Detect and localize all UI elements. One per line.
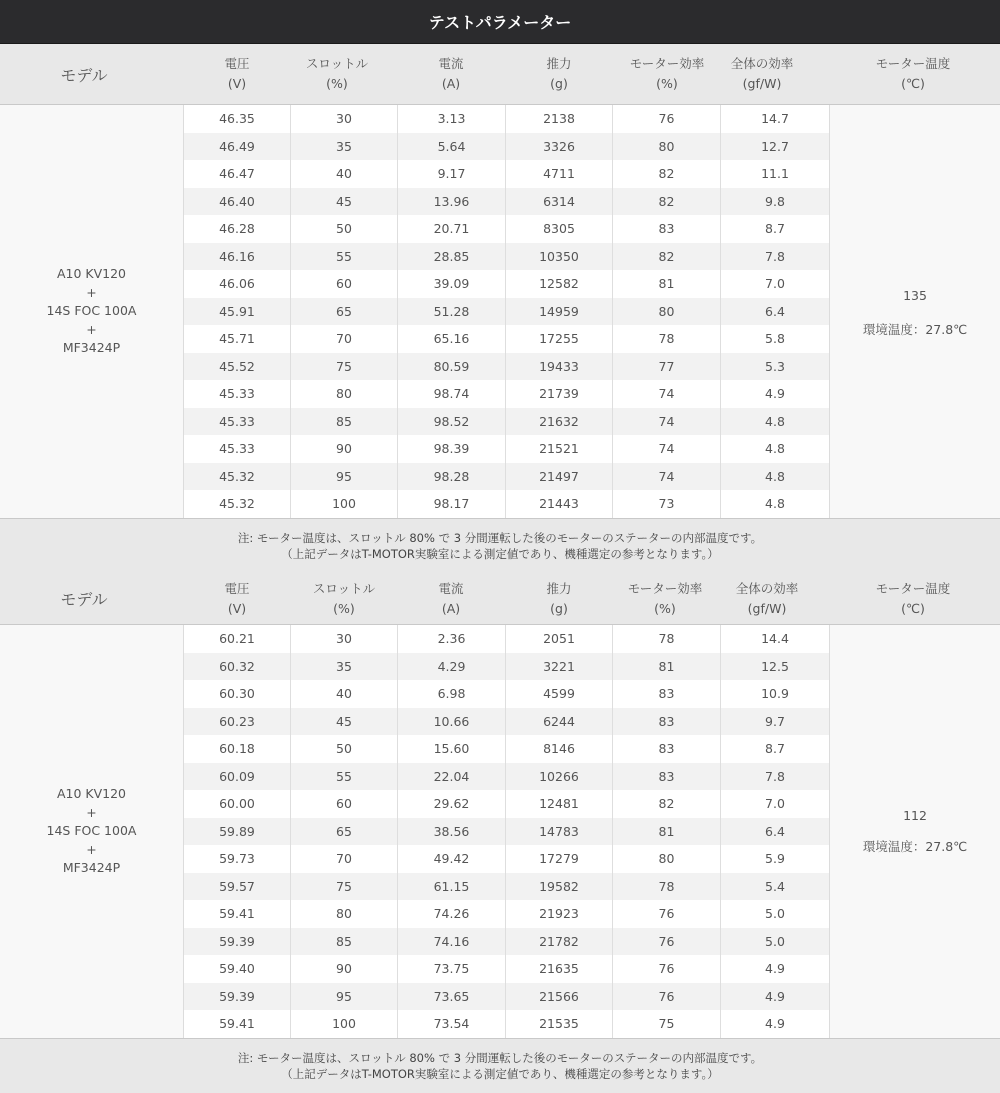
table-cell: 83 [613,763,721,791]
table-cell: 8146 [506,735,613,763]
header-column-label: 電流 [438,580,464,596]
model-line: A10 KV120 [56,786,127,801]
table-cell: 4.8 [765,496,785,512]
table-cell: 4.8 [765,468,785,484]
table-cell: 4711 [506,160,613,188]
table-cell: 45 [291,188,398,216]
table-note [0,518,1000,573]
table-cell: 19433 [506,353,613,381]
table-cell: 9.8 [765,193,785,209]
header-column-unit: (A) [441,76,461,91]
header-column [289,573,399,624]
table-cell: 82 [613,790,721,818]
header-column [396,44,506,104]
table-row [184,983,829,1011]
table-cell: 7.8 [765,248,785,264]
table-cell: 6.4 [765,823,785,839]
table-cell: 35 [291,133,398,161]
table-cell: 49.42 [398,845,506,873]
header-column [504,573,614,624]
table-cell: 14959 [506,298,613,326]
table-row [184,105,829,133]
spec-table-2 [0,573,1000,1093]
table-cell: 39.09 [398,270,506,298]
model-line: 14S FOC 100A [46,303,137,318]
table-cell: 61.15 [398,873,506,901]
header-column [610,573,720,624]
table-cell: 76 [613,105,721,133]
table-cell: 85 [291,408,398,436]
table-cell: 46.47 [184,160,291,188]
table-header [0,573,1000,625]
table-row [184,818,829,846]
table-cell: 40 [291,680,398,708]
table-cell: 12.7 [761,138,789,154]
table-cell: 55 [291,763,398,791]
table-cell: 14.7 [761,111,789,127]
table-cell: 9.7 [765,713,785,729]
table-cell: 82 [613,188,721,216]
table-cell: 40 [291,160,398,188]
table-cell: 38.56 [398,818,506,846]
table-cell: 21443 [506,490,613,518]
table-cell: 60.18 [184,735,291,763]
model-line: 14S FOC 100A [46,823,137,838]
table-cell: 5.0 [765,933,785,949]
ambient-temp: 環境温度：27.8℃ [862,322,968,338]
note-line: 注: モーター温度は、スロットル 80% で 3 分間運転した後のモーターのステーターの内部温度です。 [237,1050,763,1065]
table-cell: 60.30 [184,680,291,708]
table-cell: 77 [613,353,721,381]
table-cell: 75 [613,1010,721,1038]
table-cell: 98.39 [398,435,506,463]
table-row [184,955,829,983]
header-column [182,44,292,104]
header-column [858,44,968,104]
model-cell [0,105,184,518]
table-row [184,270,829,298]
table-row [184,845,829,873]
header-column-label: 電圧 [224,56,250,71]
header-model-label: モデル [60,65,108,85]
table-cell: 80 [613,133,721,161]
table-cell: 12582 [506,270,613,298]
table-cell: 17255 [506,325,613,353]
table-cell: 98.28 [398,463,506,491]
table-row [184,490,829,518]
table-cell: 11.1 [761,166,789,182]
model-line: + [86,321,97,337]
table-cell: 74 [613,435,721,463]
table-row [184,133,829,161]
table-cell: 60 [291,790,398,818]
header-column-unit: (gf/W) [747,600,787,616]
table-row [184,708,829,736]
table-cell: 10266 [506,763,613,791]
header-column-unit: (%) [333,600,355,616]
table-cell: 19582 [506,873,613,901]
table-cell: 98.17 [398,490,506,518]
header-column [282,44,392,104]
table-cell: 76 [613,955,721,983]
table-cell: 74 [613,463,721,491]
table-cell: 4.8 [765,413,785,429]
table-cell: 3326 [506,133,613,161]
table-cell: 5.3 [765,358,785,374]
table-row [184,298,829,326]
table-row [184,763,829,791]
table-cell: 5.4 [765,878,785,894]
table-cell: 29.62 [398,790,506,818]
table-row [184,243,829,271]
table-cell: 59.41 [184,1010,291,1038]
header-column [612,44,722,104]
table-cell: 60.00 [184,790,291,818]
table-cell: 8.7 [765,221,785,237]
note-line: 注: モーター温度は、スロットル 80% で 3 分間運転した後のモーターのステーターの内部温度です。 [237,530,763,545]
header-column-label: 電圧 [224,580,250,596]
header-column [504,44,614,104]
table-cell: 8305 [506,215,613,243]
table-cell: 4.8 [765,441,785,457]
table-row [184,463,829,491]
table-cell: 45.33 [184,380,291,408]
table-cell: 74 [613,408,721,436]
table-cell: 80 [291,900,398,928]
table-cell: 4.9 [765,1016,785,1032]
table-cell: 65 [291,298,398,326]
table-cell: 7.0 [765,796,785,812]
table-row [184,160,829,188]
table-cell: 74 [613,380,721,408]
header-column-label: 全体の効率 [735,580,799,596]
table-cell: 45 [291,708,398,736]
table-cell: 81 [613,270,721,298]
table-row [184,928,829,956]
table-cell: 73.75 [398,955,506,983]
table-cell: 82 [613,160,721,188]
table-cell: 15.60 [398,735,506,763]
motor-temp-cell [829,105,1000,518]
table-cell: 8.7 [765,741,785,757]
table-cell: 21566 [506,983,613,1011]
table-cell: 59.39 [184,983,291,1011]
table-cell: 95 [291,463,398,491]
table-cell: 45.52 [184,353,291,381]
table-cell: 35 [291,653,398,681]
table-cell: 78 [613,625,721,653]
table-cell: 21521 [506,435,613,463]
table-cell: 90 [291,435,398,463]
table-cell: 21635 [506,955,613,983]
table-cell: 65 [291,818,398,846]
table-cell: 17279 [506,845,613,873]
table-cell: 45.91 [184,298,291,326]
table-cell: 4.9 [765,961,785,977]
table-row [184,325,829,353]
header-column [182,573,292,624]
table-cell: 28.85 [398,243,506,271]
table-cell: 30 [291,105,398,133]
table-cell: 2138 [506,105,613,133]
table-row [184,435,829,463]
table-cell: 60.21 [184,625,291,653]
table-cell: 90 [291,955,398,983]
model-line: MF3424P [62,860,121,875]
table-body [0,625,1000,1038]
table-cell: 59.39 [184,928,291,956]
header-column [712,573,822,624]
table-cell: 81 [613,653,721,681]
table-cell: 2.36 [398,625,506,653]
table-cell: 46.49 [184,133,291,161]
table-cell: 70 [291,845,398,873]
header-column [858,573,968,624]
table-cell: 21535 [506,1010,613,1038]
table-row [184,188,829,216]
table-cell: 73.65 [398,983,506,1011]
header-column-label: モーター効率 [629,56,705,71]
table-cell: 73.54 [398,1010,506,1038]
header-column-unit: (g) [550,600,568,616]
table-cell: 20.71 [398,215,506,243]
header-column-label: 推力 [546,56,572,71]
table-row [184,790,829,818]
table-row [184,653,829,681]
table-cell: 80 [291,380,398,408]
model-line: + [86,804,97,820]
table-cell: 46.06 [184,270,291,298]
table-cell: 80 [613,845,721,873]
table-cell: 60.23 [184,708,291,736]
table-cell: 80 [613,298,721,326]
table-cell: 7.8 [765,768,785,784]
table-cell: 14.4 [761,631,789,647]
table-cell: 65.16 [398,325,506,353]
table-cell: 5.0 [765,906,785,922]
header-column [396,573,506,624]
table-cell: 59.40 [184,955,291,983]
table-cell: 83 [613,215,721,243]
table-cell: 10350 [506,243,613,271]
table-cell: 73 [613,490,721,518]
table-cell: 12481 [506,790,613,818]
table-cell: 46.28 [184,215,291,243]
table-body [0,105,1000,518]
table-cell: 6.98 [398,680,506,708]
table-cell: 12.5 [761,658,789,674]
table-cell: 76 [613,928,721,956]
table-cell: 81 [613,818,721,846]
model-line: A10 KV120 [56,266,127,281]
table-cell: 98.52 [398,408,506,436]
header-column-label: モーター温度 [875,56,951,71]
table-row [184,353,829,381]
table-cell: 46.40 [184,188,291,216]
table-cell: 14783 [506,818,613,846]
table-cell: 2051 [506,625,613,653]
table-cell: 75 [291,873,398,901]
table-cell: 100 [291,490,398,518]
table-cell: 4.9 [765,988,785,1004]
table-cell: 5.8 [765,331,785,347]
model-line: + [86,284,97,300]
table-row [184,873,829,901]
table-cell: 10.9 [761,686,789,702]
table-cell: 76 [613,900,721,928]
table-cell: 100 [291,1010,398,1038]
model-cell [0,625,184,1038]
table-cell: 59.89 [184,818,291,846]
table-cell: 6244 [506,708,613,736]
header-column-label: 電流 [438,56,464,71]
table-cell: 10.66 [398,708,506,736]
motor-temp-value: 112 [903,808,927,824]
table-cell: 78 [613,873,721,901]
table-cell: 50 [291,215,398,243]
motor-temp-value: 135 [903,288,927,304]
table-cell: 9.17 [398,160,506,188]
table-cell: 85 [291,928,398,956]
header-column-label: スロットル [305,56,369,71]
header-column-unit: (%) [656,76,678,91]
table-cell: 74.26 [398,900,506,928]
header-column-unit: (℃) [901,600,925,616]
table-cell: 59.57 [184,873,291,901]
table-cell: 21739 [506,380,613,408]
table-cell: 4.9 [765,386,785,402]
table-cell: 80.59 [398,353,506,381]
table-cell: 46.35 [184,105,291,133]
note-line: （上記データはT-MOTOR実験室による測定値であり、機種選定の参考となります。） [281,1066,719,1081]
table-cell: 45.33 [184,408,291,436]
table-row [184,215,829,243]
table-row [184,735,829,763]
table-cell: 6.4 [765,303,785,319]
table-cell: 30 [291,625,398,653]
header-column-label: 全体の効率 [730,56,794,71]
table-header [0,44,1000,105]
header-column-label: スロットル [312,580,376,596]
header-column-unit: (V) [227,600,247,616]
table-cell: 21923 [506,900,613,928]
model-line: + [86,841,97,857]
table-row [184,625,829,653]
table-cell: 59.73 [184,845,291,873]
header-column-unit: (g) [550,76,568,91]
table-cell: 21632 [506,408,613,436]
table-cell: 5.9 [765,851,785,867]
table-cell: 5.64 [398,133,506,161]
table-cell: 82 [613,243,721,271]
table-cell: 45.71 [184,325,291,353]
ambient-temp: 環境温度：27.8℃ [862,839,968,855]
table-cell: 7.0 [765,276,785,292]
table-row [184,1010,829,1038]
table-cell: 74.16 [398,928,506,956]
table-cell: 55 [291,243,398,271]
table-cell: 22.04 [398,763,506,791]
model-line: MF3424P [62,340,121,355]
header-column-unit: (℃) [901,76,925,91]
page-title: テストパラメーター [0,0,1000,44]
table-cell: 4599 [506,680,613,708]
table-cell: 60.09 [184,763,291,791]
header-column-unit: (%) [326,76,348,91]
header-column-unit: (A) [441,600,461,616]
table-note [0,1038,1000,1093]
table-cell: 83 [613,680,721,708]
table-cell: 76 [613,983,721,1011]
table-cell: 83 [613,708,721,736]
table-cell: 45.32 [184,463,291,491]
table-cell: 50 [291,735,398,763]
note-line: （上記データはT-MOTOR実験室による測定値であり、機種選定の参考となります。） [281,546,719,561]
table-cell: 46.16 [184,243,291,271]
table-cell: 4.29 [398,653,506,681]
header-column-unit: (V) [227,76,247,91]
table-cell: 98.74 [398,380,506,408]
table-cell: 95 [291,983,398,1011]
table-row [184,900,829,928]
table-cell: 78 [613,325,721,353]
header-column-unit: (gf/W) [742,76,782,91]
table-cell: 83 [613,735,721,763]
spec-table-1 [0,44,1000,573]
table-cell: 70 [291,325,398,353]
motor-temp-cell [829,625,1000,1038]
table-cell: 59.41 [184,900,291,928]
table-cell: 51.28 [398,298,506,326]
table-cell: 45.32 [184,490,291,518]
table-row [184,408,829,436]
table-row [184,380,829,408]
table-cell: 13.96 [398,188,506,216]
header-column-unit: (%) [654,600,676,616]
table-cell: 21497 [506,463,613,491]
header-column-label: 推力 [546,580,572,596]
table-cell: 6314 [506,188,613,216]
table-cell: 21782 [506,928,613,956]
table-cell: 3.13 [398,105,506,133]
header-column-label: モーター温度 [875,580,951,596]
table-cell: 3221 [506,653,613,681]
table-cell: 60 [291,270,398,298]
header-column [707,44,817,104]
header-column-label: モーター効率 [627,580,703,596]
table-cell: 45.33 [184,435,291,463]
table-cell: 75 [291,353,398,381]
header-model-label: モデル [60,590,108,609]
table-row [184,680,829,708]
table-cell: 60.32 [184,653,291,681]
